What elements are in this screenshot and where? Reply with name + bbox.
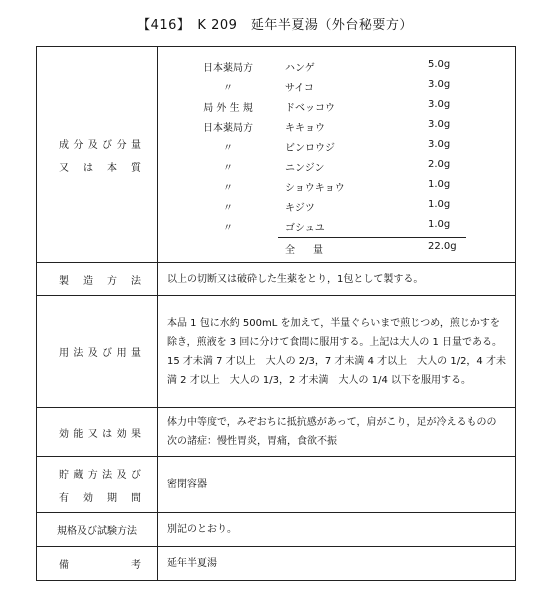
ingredient-row: 日本薬局方 ハンゲ 5.0g <box>203 58 451 74</box>
ingredient-row: 日本薬局方 キキョウ 3.0g <box>203 118 451 134</box>
composition-value <box>158 47 516 263</box>
specification-table <box>36 46 516 581</box>
storage-label: 貯 蔵 方 法 及 び 有 効 期 間 <box>37 457 158 513</box>
efficacy-row <box>37 408 516 457</box>
efficacy-value: 体力中等度で，みぞおちに抵抗感があって，肩がこり，足が冷えるものの次の諸症：慢性胃炎，胃痛，食欲不振 <box>158 408 516 457</box>
ingredient-row: 〃 キジツ 1.0g <box>223 198 451 214</box>
standards-row <box>37 513 516 547</box>
page-title: 【416】 K 209 延年半夏湯（外台秘要方） <box>137 18 413 33</box>
dosage-label: 用 法 及 び 用 量 <box>37 296 158 408</box>
ingredient-row: 〃 ニンジン 2.0g <box>223 158 451 174</box>
remarks-label: 備 考 <box>37 547 158 581</box>
total-row: 全量 22.0g <box>285 240 457 256</box>
composition-label <box>37 47 158 263</box>
ingredient-row: 〃 ビンロウジ 3.0g <box>223 138 451 154</box>
standards-value: 別記のとおり。 <box>158 513 516 547</box>
manufacturing-value: 以上の切断又は破砕した生薬をとり，1包として製する。 <box>158 263 516 296</box>
ingredient-row: 〃 ゴシュユ 1.0g <box>223 218 451 234</box>
storage-value: 密閉容器 <box>158 457 516 513</box>
dosage-value: 本品 1 包に水約 500mL を加えて，半量ぐらいまで煎じつめ，煎じかすを除き，煎液を 3 回に分けて食間に服用する。上記は大人の 1 日量である。 15 才未満 7 才以上 大人の 2/3，7 才未満 4 才以上 大人の 1/2，4 才未満 2 才以上 大人の 1/3，2 才未満 大人の 1/4 以下を服用する。 <box>158 296 516 408</box>
ingredient-row: 〃 ショウキョウ 1.0g <box>223 178 451 194</box>
dosage-row <box>37 296 516 408</box>
storage-row <box>37 457 516 513</box>
standards-label: 規格及び試験方法 <box>37 513 158 547</box>
manufacturing-row <box>37 263 516 296</box>
ingredient-row: 〃 サイコ 3.0g <box>223 78 451 94</box>
composition-label-line1: 成 分 及 び 分 量 <box>59 139 141 151</box>
manufacturing-label: 製 造 方 法 <box>37 263 158 296</box>
composition-row <box>37 47 516 263</box>
ingredient-row: 局 外 生 規 ドベッコウ 3.0g <box>203 98 451 114</box>
remarks-row <box>37 547 516 581</box>
remarks-value: 延年半夏湯 <box>158 547 516 581</box>
composition-label-line2: 又 は 本 質 <box>59 162 141 174</box>
efficacy-label: 効 能 又 は 効 果 <box>37 408 158 457</box>
